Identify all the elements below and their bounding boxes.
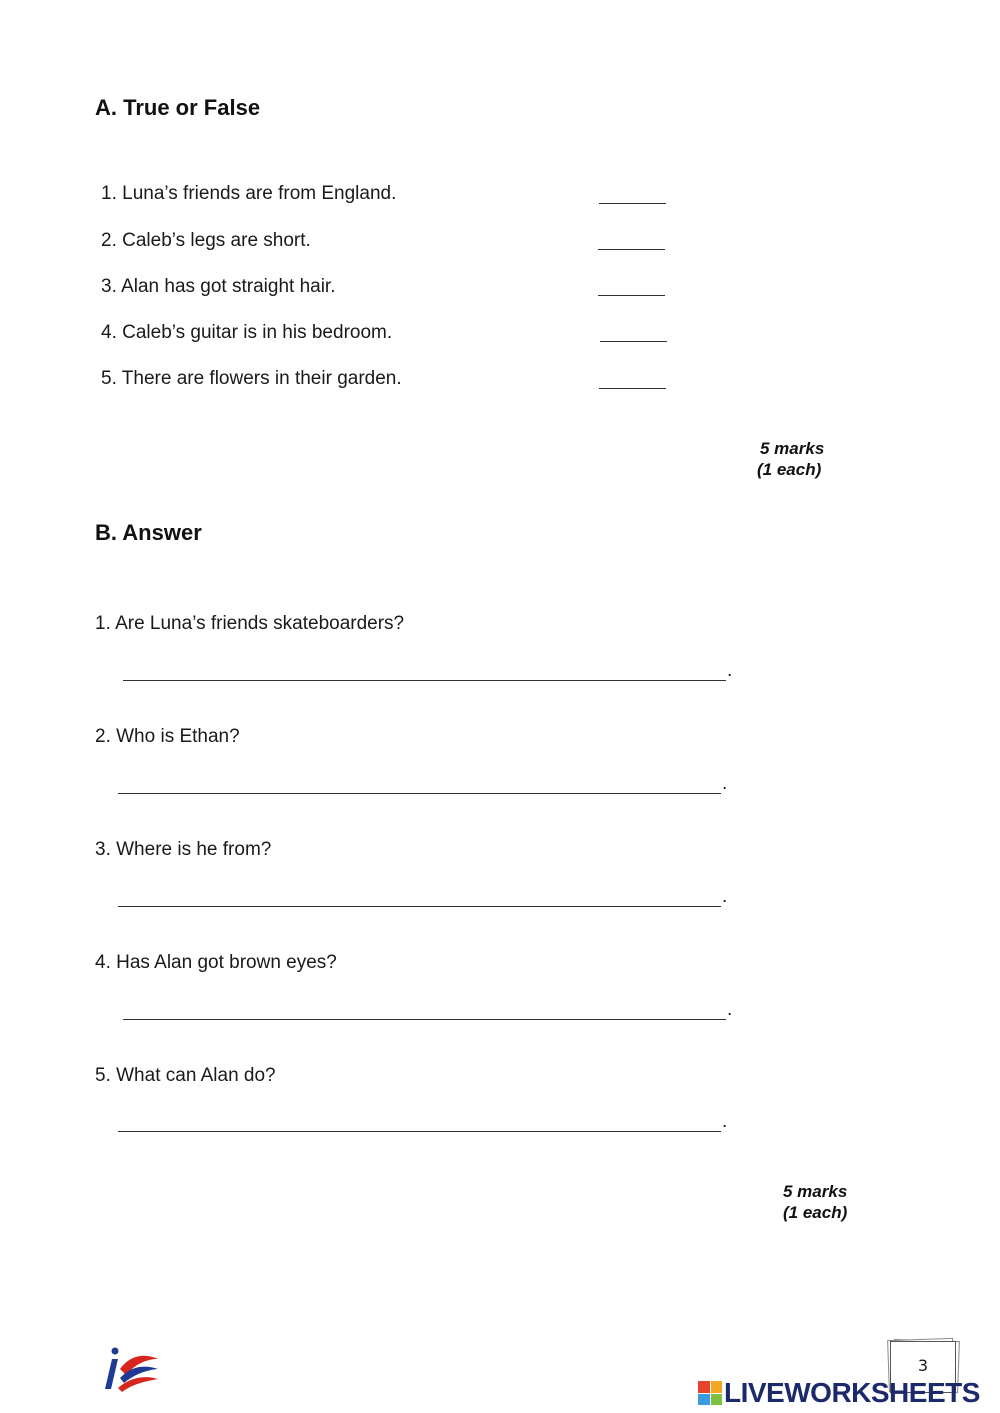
question-5: 5. What can Alan do? (95, 1065, 276, 1086)
school-logo (100, 1345, 162, 1395)
tf-blank-4[interactable] (600, 341, 667, 342)
answer-line-3[interactable] (118, 906, 721, 907)
question-2: 2. Who is Ethan? (95, 726, 240, 747)
answer-period-5: . (722, 1111, 728, 1132)
section-a-title: A. True or False (95, 95, 261, 120)
tf-blank-3[interactable] (598, 295, 665, 296)
question-3: 3. Where is he from? (95, 839, 272, 860)
tf-item-3: 3. Alan has got straight hair. (101, 276, 336, 297)
tf-item-4: 4. Caleb’s guitar is in his bedroom. (101, 322, 393, 343)
tf-blank-1[interactable] (599, 203, 666, 204)
liveworksheets-logo[interactable] (698, 1377, 980, 1409)
tf-blank-2[interactable] (598, 249, 665, 250)
answer-period-3: . (722, 886, 728, 907)
marks-each: (1 each) (757, 460, 822, 479)
tf-item-2: 2. Caleb’s legs are short. (101, 230, 311, 251)
brand-name: LIVEWORKSHEETS (724, 1377, 980, 1408)
answer-line-4[interactable] (123, 1019, 726, 1020)
tf-item-5: 5. There are flowers in their garden. (101, 368, 402, 389)
answer-period-2: . (722, 773, 728, 794)
answer-line-2[interactable] (118, 793, 721, 794)
answer-period-1: . (727, 660, 733, 681)
tf-item-1: 1. Luna’s friends are from England. (101, 183, 397, 204)
tf-blank-5[interactable] (599, 388, 666, 389)
section-a-marks (757, 438, 825, 480)
liveworksheets-icon (698, 1381, 722, 1405)
school-logo-icon (100, 1345, 162, 1395)
answer-period-4: . (727, 999, 733, 1020)
section-b-title: B. Answer (95, 520, 202, 545)
section-b-marks (783, 1181, 847, 1223)
answer-line-1[interactable] (123, 680, 726, 681)
answer-line-5[interactable] (118, 1131, 721, 1132)
marks-total: 5 marks (760, 439, 825, 458)
page-number: 3 (917, 1356, 929, 1375)
question-4: 4. Has Alan got brown eyes? (95, 952, 337, 973)
marks-each: (1 each) (783, 1203, 848, 1222)
marks-total: 5 marks (783, 1182, 848, 1201)
question-1: 1. Are Luna’s friends skateboarders? (95, 613, 405, 634)
